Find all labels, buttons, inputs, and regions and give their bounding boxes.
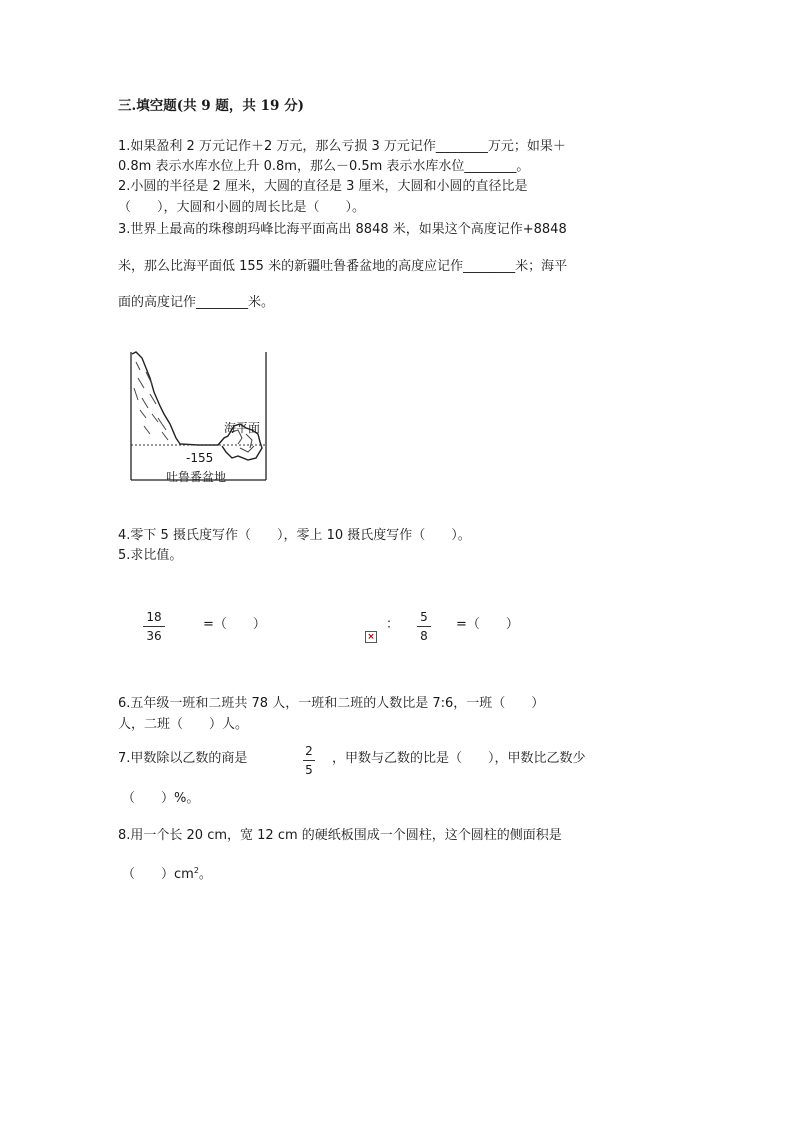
q8-line2 [122, 862, 212, 884]
q5-equals-1: =（ ） [203, 617, 266, 632]
q7-frac-numerator: 2 [305, 744, 313, 758]
q2-line2: （ ），大圆和小圆的周长比是（ ）。 [118, 200, 366, 215]
mountain-hatching [134, 362, 168, 440]
q8-line2-end: 。 [198, 867, 212, 882]
q5-fraction-1 [143, 610, 165, 643]
sea-level-label: 海平面 [224, 421, 261, 435]
q2-line1: 2.小圆的半径是 2 厘米，大圆的直径是 3 厘米，大圆和小圆的直径比是 [118, 179, 528, 194]
terrain-outline [132, 352, 262, 460]
depth-label: -155 [186, 451, 214, 465]
q4-text: 4.零下 5 摄氏度写作（ ），零上 10 摄氏度写作（ ）。 [118, 528, 471, 543]
q6-line2: 人，二班（ ）人。 [118, 717, 249, 732]
q3-line3: 面的高度记作________米。 [118, 295, 275, 310]
q3-line2: 米，那么比海平面低 155 米的新疆吐鲁番盆地的高度应记作________米；海平 [118, 259, 568, 274]
elevation-figure [128, 348, 270, 488]
broken-image-icon: × [365, 631, 377, 643]
q3-line1: 3.世界上最高的珠穆朗玛峰比海平面高出 8848 米，如果这个高度记作+8848 [118, 222, 567, 237]
q7-frac-denominator: 5 [305, 763, 313, 777]
q8-line2-text: （ ）cm [122, 867, 194, 882]
q1-line1: 1.如果盈利 2 万元记作＋2 万元，那么亏损 3 万元记作________万元；如果＋ [118, 139, 566, 154]
q5-colon: ： [386, 617, 400, 632]
q8-line1: 8.用一个长 20 cm，宽 12 cm 的硬纸板围成一个圆柱，这个圆柱的侧面积是 [118, 828, 562, 843]
q5-equals-2: =（ ） [456, 617, 519, 632]
section-title: 三.填空题(共 9 题，共 19 分) [118, 98, 304, 114]
basin-label: 吐鲁番盆地 [166, 470, 227, 484]
q7-line2: （ ）%。 [122, 791, 200, 806]
q6-line1: 6.五年级一班和二班共 78 人，一班和二班的人数比是 7:6，一班（ ） [118, 696, 545, 711]
elevation-diagram [128, 348, 270, 488]
q5-text: 5.求比值。 [118, 548, 183, 563]
q5-frac1-numerator: 18 [146, 610, 162, 624]
q7-fraction [303, 744, 315, 777]
q5-frac1-denominator: 36 [146, 629, 162, 643]
q7-part2: ，甲数与乙数的比是（ ），甲数比乙数少 [332, 751, 586, 766]
q5-frac2-denominator: 8 [420, 629, 428, 643]
q5-fraction-2 [417, 610, 431, 643]
q7-part1: 7.甲数除以乙数的商是 [118, 751, 248, 766]
q1-line2: 0.8m 表示水库水位上升 0.8m，那么－0.5m 表示水库水位________。 [118, 159, 530, 174]
q8-unit-superscript: 2 [193, 866, 199, 875]
q5-frac2-numerator: 5 [420, 610, 428, 624]
